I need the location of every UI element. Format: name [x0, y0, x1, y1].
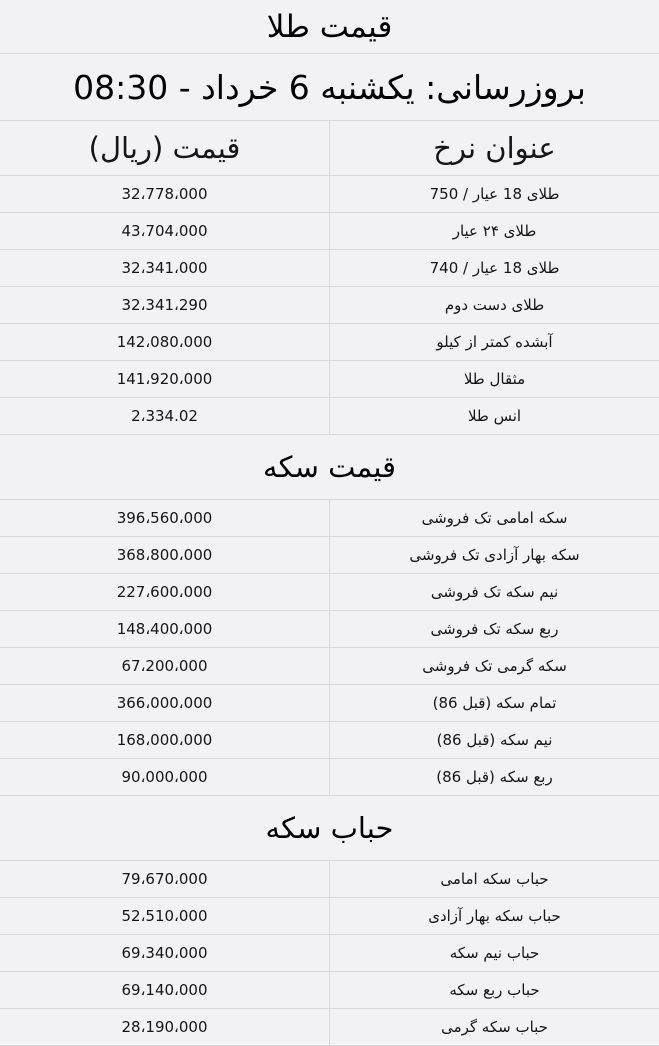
gold-table: [0, 176, 659, 435]
rate-price: 368،800،000: [116, 546, 213, 564]
rate-price: 79،670،000: [121, 870, 208, 888]
table-row: [0, 759, 659, 796]
rate-name: حباب سکه بهار آزادی: [329, 898, 659, 934]
rate-price: 148،400،000: [116, 620, 213, 638]
table-row: [0, 1009, 659, 1046]
rate-name: مثقال طلا: [329, 361, 659, 397]
table-row: [0, 250, 659, 287]
rate-name: انس طلا: [329, 398, 659, 434]
rate-name: سکه گرمی تک فروشی: [329, 648, 659, 684]
rate-price: 28،190،000: [121, 1018, 208, 1036]
table-row: [0, 287, 659, 324]
rate-name: نیم سکه تک فروشی: [329, 574, 659, 610]
rate-price: 2،334.02: [131, 407, 198, 425]
rate-price: 32،341،290: [121, 296, 208, 314]
table-row: [0, 324, 659, 361]
column-header-price: قیمت (ریال): [88, 131, 241, 165]
table-row: [0, 860, 659, 898]
update-time: بروزرسانی: یکشنبه 6 خرداد - 08:30: [0, 53, 659, 121]
rate-name: حباب نیم سکه: [329, 935, 659, 971]
rate-price: 67،200،000: [121, 657, 208, 675]
coin-table: [0, 499, 659, 796]
table-row: [0, 898, 659, 935]
rate-name: سکه بهار آزادی تک فروشی: [329, 537, 659, 573]
rate-name: طلای ۲۴ عیار: [329, 213, 659, 249]
table-row: [0, 574, 659, 611]
rate-price: 69،340،000: [121, 944, 208, 962]
table-row: [0, 648, 659, 685]
rate-name: طلای دست دوم: [329, 287, 659, 323]
table-row: [0, 722, 659, 759]
rate-price: 227،600،000: [116, 583, 213, 601]
rate-name: حباب سکه امامی: [329, 861, 659, 897]
bubble-table: [0, 860, 659, 1046]
rate-name: ربع سکه تک فروشی: [329, 611, 659, 647]
rate-name: تمام سکه (قبل 86): [329, 685, 659, 721]
rate-name: سکه امامی تک فروشی: [329, 500, 659, 536]
table-row: [0, 972, 659, 1009]
rate-price: 43،704،000: [121, 222, 208, 240]
table-row: [0, 499, 659, 537]
rate-price: 69،140،000: [121, 981, 208, 999]
rate-name: حباب ربع سکه: [329, 972, 659, 1008]
rate-price: 32،778،000: [121, 185, 208, 203]
column-header-name: عنوان نرخ: [329, 121, 659, 175]
table-row: [0, 398, 659, 435]
table-row: [0, 685, 659, 722]
table-row: [0, 361, 659, 398]
coin-bubble-title: حباب سکه: [265, 811, 394, 845]
table-header: [0, 121, 659, 176]
rate-price: 52،510،000: [121, 907, 208, 925]
coin-price-title: قیمت سکه: [263, 450, 396, 484]
rate-name: حباب سکه گرمی: [329, 1009, 659, 1045]
gold-price-title: قیمت طلا: [266, 8, 393, 45]
rate-price: 396،560،000: [116, 509, 213, 527]
rate-name: طلای 18 عیار / 740: [329, 250, 659, 286]
rate-price: 141،920،000: [116, 370, 213, 388]
rate-price: 142،080،000: [116, 333, 213, 351]
rate-name: طلای 18 عیار / 750: [329, 176, 659, 212]
table-row: [0, 176, 659, 213]
rate-price: 32،341،000: [121, 259, 208, 277]
rate-price: 90،000،000: [121, 768, 208, 786]
rate-price: 366،000،000: [116, 694, 213, 712]
rate-price: 168،000،000: [116, 731, 213, 749]
rate-name: آبشده کمتر از کیلو: [329, 324, 659, 360]
rate-name: ربع سکه (قبل 86): [329, 759, 659, 795]
table-row: [0, 213, 659, 250]
table-row: [0, 935, 659, 972]
table-row: [0, 611, 659, 648]
table-row: [0, 537, 659, 574]
rate-name: نیم سکه (قبل 86): [329, 722, 659, 758]
